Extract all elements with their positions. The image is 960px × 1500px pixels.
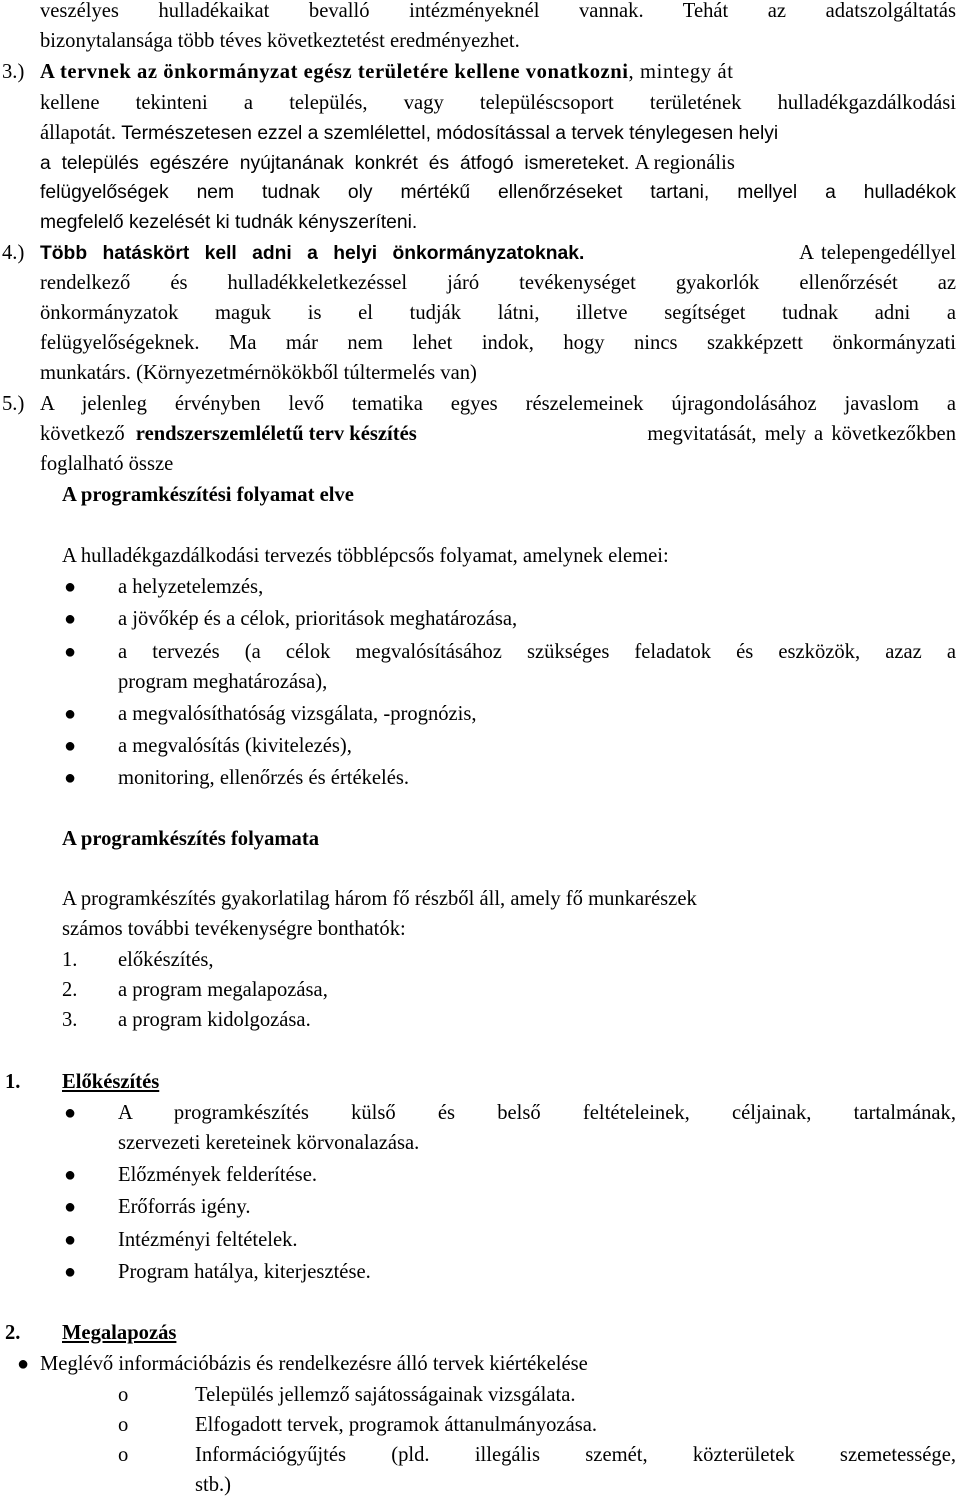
section-heading: A programkészítés folyamata bbox=[62, 828, 319, 850]
section-number: 1. bbox=[5, 1071, 21, 1093]
paragraph-line: A hulladékgazdálkodási tervezés többlépcsős folyamat, amelynek elemei: bbox=[62, 545, 669, 567]
list-item: a tervezés (a célok megvalósításához szükséges feladatok és eszközök, azaz a bbox=[118, 641, 956, 663]
paragraph-line: számos további tevékenységre bonthatók: bbox=[62, 918, 406, 940]
list-number: 3. bbox=[62, 1009, 78, 1031]
sub-bullet-marker: o bbox=[118, 1384, 129, 1406]
list-item: A programkészítés külső és belső feltételeinek, céljainak, tartalmának, bbox=[118, 1102, 956, 1124]
paragraph-line: rendelkező és hulladékkeletkezéssel járó tevékenységet gyakorlók ellenőrzését az bbox=[40, 272, 956, 294]
list-number: 2. bbox=[62, 979, 78, 1001]
item-number: 5.) bbox=[2, 393, 25, 415]
list-item: Meglévő információbázis és rendelkezésre álló tervek kiértékelése bbox=[40, 1353, 588, 1375]
text-span: állapotát. bbox=[40, 122, 117, 144]
list-item: előkészítés, bbox=[118, 949, 214, 971]
bullet-icon: ● bbox=[17, 1353, 30, 1375]
item-number: 4.) bbox=[2, 242, 25, 264]
bullet-icon: ● bbox=[64, 735, 77, 757]
paragraph-line: megfelelő kezelését ki tudnák kényszeríteni. bbox=[40, 212, 418, 233]
item-number: 3.) bbox=[2, 61, 25, 83]
list-number: 1. bbox=[62, 949, 78, 971]
paragraph-line: veszélyes hulladékaikat bevalló intézményeknél vannak. Tehát az adatszolgáltatás bbox=[40, 0, 956, 22]
bullet-icon: ● bbox=[64, 767, 77, 789]
list-item: a megvalósítás (kivitelezés), bbox=[118, 735, 352, 757]
paragraph-line bbox=[40, 148, 956, 178]
section-heading: A programkészítési folyamat elve bbox=[62, 484, 354, 506]
list-item: a helyzetelemzés, bbox=[118, 576, 264, 598]
bullet-icon: ● bbox=[64, 1102, 77, 1124]
paragraph-line bbox=[40, 118, 956, 148]
paragraph-line: foglalható össze bbox=[40, 453, 174, 475]
paragraph-line bbox=[40, 238, 956, 268]
text-span: következő bbox=[40, 423, 125, 445]
sub-list-item: Település jellemző sajátosságainak vizsgálata. bbox=[195, 1384, 576, 1406]
bullet-icon: ● bbox=[64, 608, 77, 630]
sub-list-item: Elfogadott tervek, programok áttanulmányozása. bbox=[195, 1414, 598, 1436]
bullet-icon: ● bbox=[64, 576, 77, 598]
list-item: a jövőkép és a célok, prioritások meghatározása, bbox=[118, 608, 518, 630]
text-span: Természetesen ezzel a szemlélettel, módosítással a tervek ténylegesen helyi bbox=[121, 123, 779, 144]
paragraph-line: bizonytalansága több téves következtetést eredményezhet. bbox=[40, 30, 520, 52]
bullet-icon: ● bbox=[64, 703, 77, 725]
paragraph-line: kellene tekinteni a település, vagy településcsoport területének hulladékgazdálkodási bbox=[40, 92, 956, 114]
text-span: , mintegy át bbox=[628, 61, 734, 83]
paragraph-line bbox=[40, 419, 956, 449]
bullet-icon: ● bbox=[64, 1196, 77, 1218]
section-title: Megalapozás bbox=[62, 1322, 177, 1344]
bold-text: A tervnek az önkormányzat egész területére kellene vonatkozni bbox=[40, 61, 629, 83]
bullet-icon: ● bbox=[64, 1229, 77, 1251]
paragraph-line: A programkészítés gyakorlatilag három fő részből áll, amely fő munkarészek bbox=[62, 888, 697, 910]
list-item: a program kidolgozása. bbox=[118, 1009, 311, 1031]
text-span: a település egészére nyújtanának konkrét és átfogó ismereteket. bbox=[40, 153, 630, 174]
bullet-icon: ● bbox=[64, 1261, 77, 1283]
section-number: 2. bbox=[5, 1322, 21, 1344]
bold-text: rendszerszemléletű terv készítés bbox=[135, 423, 417, 445]
paragraph-line: felügyelőségeknek. Ma már nem lehet indok, hogy nincs szakképzett önkormányzati bbox=[40, 332, 956, 354]
text-span: A telepengedéllyel bbox=[799, 242, 956, 264]
text-span: A regionális bbox=[634, 152, 735, 174]
paragraph-line: A jelenleg érvényben levő tematika egyes részelemeinek újragondolásához javaslom a bbox=[40, 393, 956, 415]
list-item: a megvalósíthatóság vizsgálata, -prognózis, bbox=[118, 703, 477, 725]
list-item: a program megalapozása, bbox=[118, 979, 328, 1001]
list-item: Intézményi feltételek. bbox=[118, 1229, 298, 1251]
sub-bullet-marker: o bbox=[118, 1414, 129, 1436]
list-item: Program hatálya, kiterjesztése. bbox=[118, 1261, 371, 1283]
sub-list-item-continuation: stb.) bbox=[195, 1474, 232, 1496]
bold-text: Több hatáskört kell adni a helyi önkormányzatoknak. bbox=[40, 243, 585, 264]
sub-list-item: Információgyűjtés (pld. illegális szemét, közterületek szemetessége, bbox=[195, 1444, 956, 1466]
text-span: megvitatását, mely a következőkben bbox=[647, 423, 956, 445]
paragraph-line: felügyelőségek nem tudnak oly mértékű ellenőrzéseket tartani, mellyel a hulladékok bbox=[40, 182, 956, 203]
section-title: Előkészítés bbox=[62, 1071, 160, 1093]
list-item-continuation: szervezeti kereteinek körvonalazása. bbox=[118, 1132, 420, 1154]
bullet-icon: ● bbox=[64, 641, 77, 663]
list-item: Erőforrás igény. bbox=[118, 1196, 251, 1218]
list-item-continuation: program meghatározása), bbox=[118, 671, 328, 693]
paragraph-line: munkatárs. (Környezetmérnökökből túltermelés van) bbox=[40, 362, 477, 384]
list-item: monitoring, ellenőrzés és értékelés. bbox=[118, 767, 410, 789]
paragraph-line bbox=[40, 57, 956, 87]
bullet-icon: ● bbox=[64, 1164, 77, 1186]
sub-bullet-marker: o bbox=[118, 1444, 129, 1466]
paragraph-line: önkormányzatok maguk is el tudják látni, illetve segítséget tudnak adni a bbox=[40, 302, 956, 324]
list-item: Előzmények felderítése. bbox=[118, 1164, 317, 1186]
